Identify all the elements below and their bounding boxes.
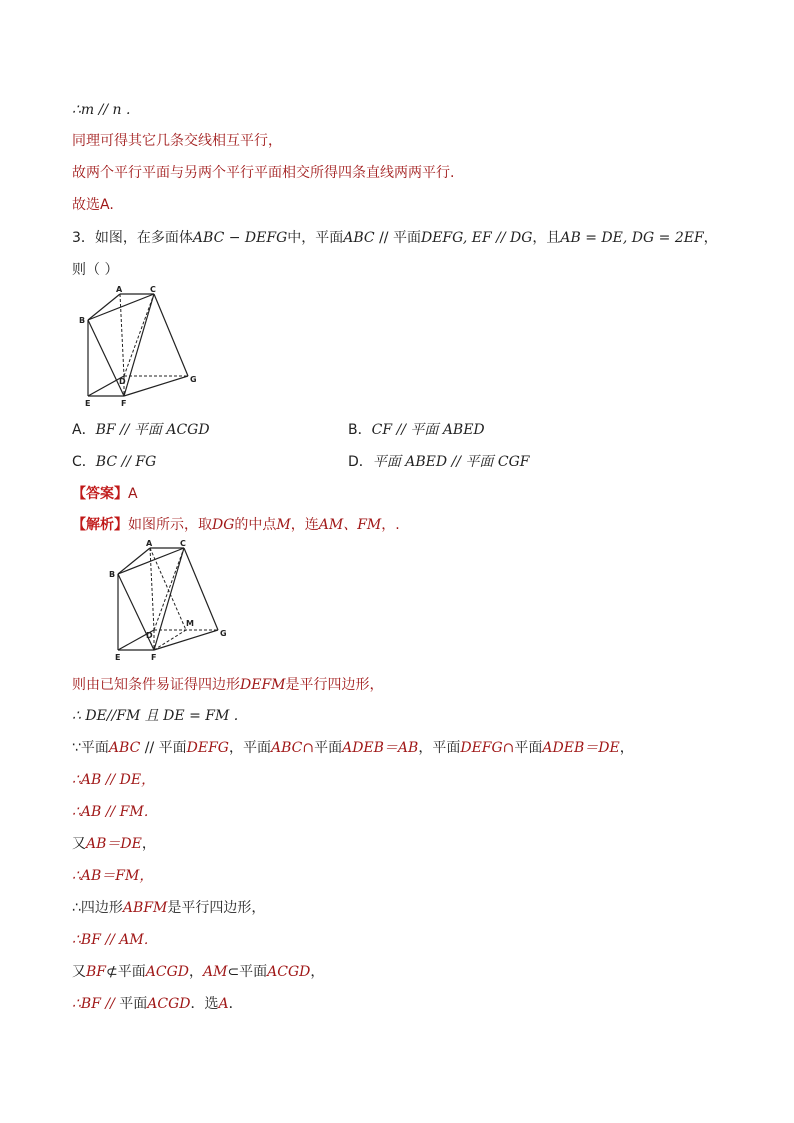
analysis-text-mid: 的中点 bbox=[234, 517, 277, 533]
s11a: ∴BF // bbox=[72, 996, 120, 1012]
question-equalities: AB = DE, DG = 2EF bbox=[560, 230, 704, 246]
s3c: // 平面 bbox=[140, 740, 187, 756]
s3e: ，平面 bbox=[228, 740, 271, 756]
fig1-label-c: C bbox=[150, 286, 156, 294]
s3k: 平面 bbox=[514, 740, 543, 756]
analysis-text-end: ，. bbox=[381, 517, 400, 533]
solution-step-9: ∴BF // AM． bbox=[72, 932, 158, 948]
fig1-label-g: G bbox=[190, 375, 197, 384]
s3f: ABC∩ bbox=[270, 740, 315, 756]
option-a-text: BF // 平面 ACGD bbox=[95, 422, 210, 438]
s1a: 则由已知条件易证得四边形 bbox=[72, 677, 240, 693]
s6b: AB＝DE bbox=[86, 836, 142, 852]
question-parallel-plane: // 平面 bbox=[374, 230, 421, 246]
question-text-mid: 中，平面 bbox=[287, 230, 344, 246]
solution-step-11 bbox=[72, 994, 243, 1014]
fig1-label-d: D bbox=[119, 377, 126, 386]
s3d: DEFG bbox=[186, 740, 229, 756]
s3g: 平面 bbox=[314, 740, 343, 756]
solution-step-3 bbox=[72, 738, 634, 758]
s3b: ABC bbox=[108, 740, 141, 756]
question-then: 则（ ） bbox=[72, 262, 119, 278]
plane-abc: ABC bbox=[343, 230, 375, 246]
analysis-text-pre: 如图所示，取 bbox=[128, 517, 212, 533]
s10f: AM bbox=[202, 964, 228, 980]
s10e: ， bbox=[188, 964, 203, 980]
s1b: DEFM bbox=[240, 677, 286, 693]
solution-step-1 bbox=[72, 675, 384, 695]
s11e: A bbox=[218, 996, 229, 1012]
s3l: ADEB＝DE bbox=[542, 740, 620, 756]
edge-cg bbox=[154, 294, 188, 376]
solution-step-4: ∴AB // DE， bbox=[72, 772, 156, 788]
solution-step-7: ∴AB＝FM， bbox=[72, 868, 154, 884]
fig2-label-g: G bbox=[220, 629, 227, 638]
answer-value: A bbox=[128, 486, 138, 502]
analysis-tag: 【解析】 bbox=[72, 517, 128, 533]
analysis-line bbox=[72, 515, 400, 535]
option-b[interactable] bbox=[348, 420, 485, 440]
polyhedron-name: ABC − DEFG bbox=[192, 230, 288, 246]
polyhedron-figure-1 bbox=[76, 286, 206, 410]
option-c[interactable] bbox=[72, 452, 156, 472]
option-d[interactable] bbox=[348, 452, 529, 472]
question-tail: ， bbox=[703, 230, 718, 246]
polyhedron-figure-2 bbox=[106, 540, 236, 664]
s6a: 又 bbox=[72, 836, 86, 852]
option-d-text: 平面 ABED // 平面 CGF bbox=[372, 454, 530, 470]
solution-step-10 bbox=[72, 962, 324, 982]
edge-ab bbox=[88, 294, 120, 320]
analysis-dg: DG bbox=[212, 517, 235, 533]
s10b: BF bbox=[86, 964, 107, 980]
s10d: ACGD bbox=[145, 964, 189, 980]
similar-reasoning-line: 同理可得其它几条交线相互平行， bbox=[72, 133, 282, 149]
edge-cf bbox=[124, 294, 154, 396]
conclusion-line: 故两个平行平面与另两个平行平面相交所得四条直线两两平行. bbox=[72, 165, 455, 181]
s1c: 是平行四边形， bbox=[285, 677, 384, 693]
fig2-label-e: E bbox=[115, 653, 121, 662]
solution-step-8 bbox=[72, 898, 265, 918]
fig1-label-e: E bbox=[85, 399, 91, 408]
s3i: ，平面 bbox=[418, 740, 461, 756]
s3m: ， bbox=[619, 740, 634, 756]
option-c-label: C． bbox=[72, 454, 96, 470]
edge-dc bbox=[124, 294, 154, 376]
option-b-label: B． bbox=[348, 422, 372, 438]
s8b: ABFM bbox=[122, 900, 168, 916]
analysis-text-mid2: ，连 bbox=[290, 517, 319, 533]
s3j: DEFG∩ bbox=[460, 740, 515, 756]
analysis-m: M bbox=[276, 517, 291, 533]
s3h: ADEB＝AB bbox=[342, 740, 419, 756]
solution-step-2: ∴ DE//FM 且 DE = FM . bbox=[72, 708, 239, 724]
s11b: 平面 bbox=[119, 996, 148, 1012]
s6c: ， bbox=[141, 836, 156, 852]
fig2-label-f: F bbox=[151, 653, 157, 662]
s10h: ACGD bbox=[267, 964, 311, 980]
s10c: ⊄平面 bbox=[106, 964, 146, 980]
question-number: 3．如图，在多面体 bbox=[72, 230, 193, 246]
fig2-label-d: D bbox=[146, 631, 153, 640]
fig1-label-b: B bbox=[79, 316, 86, 325]
s11c: ACGD bbox=[147, 996, 191, 1012]
fig2-label-c: C bbox=[180, 540, 186, 548]
s3a: ∵平面 bbox=[72, 740, 109, 756]
option-c-text: BC // FG bbox=[95, 454, 157, 470]
analysis-am-fm: AM、FM bbox=[318, 517, 382, 533]
question-3-stem bbox=[72, 228, 718, 248]
choose-a-line: 故选A. bbox=[72, 197, 114, 213]
solution-step-5: ∴AB // FM． bbox=[72, 804, 158, 820]
option-b-text: CF // 平面 ABED bbox=[371, 422, 485, 438]
option-a-label: A． bbox=[72, 422, 96, 438]
s11f: ． bbox=[228, 996, 243, 1012]
answer-line bbox=[72, 484, 138, 504]
s8a: ∴四边形 bbox=[72, 900, 123, 916]
fig2-label-m: M bbox=[186, 619, 194, 628]
plane-defg: DEFG, EF // DG bbox=[420, 230, 533, 246]
s8c: 是平行四边形， bbox=[167, 900, 266, 916]
fig2-label-a: A bbox=[146, 540, 153, 548]
edge-fg bbox=[124, 376, 188, 396]
option-a[interactable] bbox=[72, 420, 210, 440]
answer-tag: 【答案】 bbox=[72, 486, 128, 502]
therefore-m-parallel-n: ∴m // n . bbox=[72, 102, 131, 118]
option-d-label: D． bbox=[348, 454, 373, 470]
question-cond: ，且 bbox=[532, 230, 561, 246]
s10i: ， bbox=[310, 964, 325, 980]
fig1-label-a: A bbox=[116, 286, 123, 294]
solution-step-6 bbox=[72, 834, 156, 854]
fig1-label-f: F bbox=[121, 399, 127, 408]
s10g: ⊂平面 bbox=[227, 964, 268, 980]
fig2-label-b: B bbox=[109, 570, 116, 579]
s11d: ．选 bbox=[190, 996, 219, 1012]
s10a: 又 bbox=[72, 964, 86, 980]
